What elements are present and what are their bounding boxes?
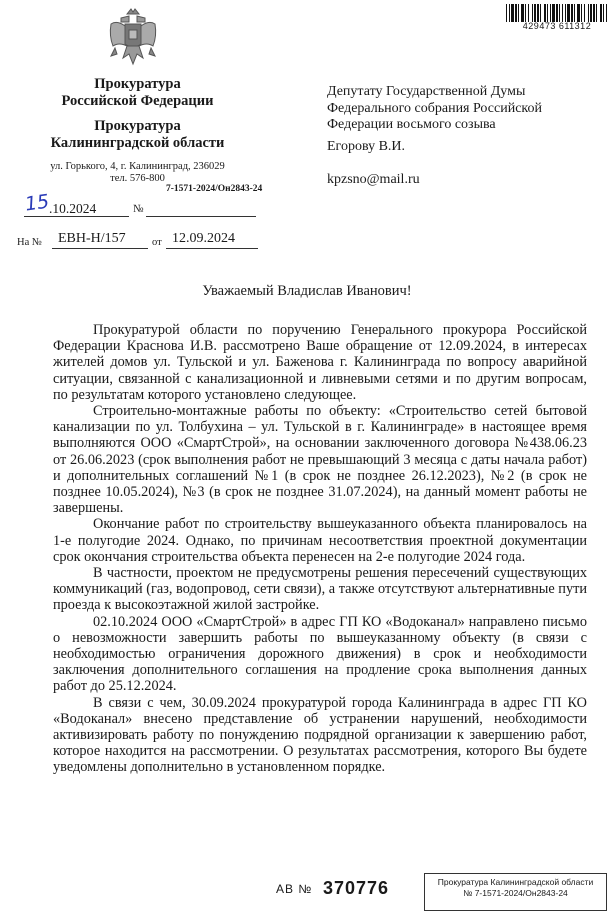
paragraph: Строительно-монтажные работы по объекту: «Строительство сетей бытовой канализации по ул. Толбухина – ул. Тульской в г. Калининграде» в настоящее время выполняются ООО «СмартСтрой», на основании заключенного договора №438.06.23 от 26.06.2023 (срок выполнения работ не превышающий 3 месяца с даты начала работ) и дополнительных соглашений №1 (в срок не позднее 26.12.2023), №2 (в срок не позднее 10.05.2024), №3 (в срок не позднее 31.07.2024), на данный момент работы не завершены.: [53, 403, 587, 517]
outgoing-date-rest: .10.2024: [49, 201, 97, 216]
in-reply-number: ЕВН-Н/157: [52, 230, 148, 249]
in-reply-date: 12.09.2024: [166, 230, 258, 249]
sender-org: [40, 76, 235, 110]
barcode: [506, 4, 608, 22]
stamp-line1: Прокуратура Калининградской области: [437, 877, 594, 887]
letter-body: [53, 322, 587, 776]
outgoing-reference: 7-1571-2024/Он2843-24: [166, 184, 263, 194]
paragraph: В частности, проектом не предусмотрены решения пересечений существующих коммуникаций (газ, водопровод, сети связи), а также отсутствуют альтернативные пути проезда к высокоэтажной жилой застройке.: [53, 565, 587, 614]
sender-org-line1: Прокуратура: [94, 76, 181, 92]
paragraph: 02.10.2024 ООО «СмартСтрой» в адрес ГП КО «Водоканал» направлено письмо о невозможности завершить работы по вышеуказанному объекту (в связи с необходимостью ограничения дорожного движения) в срок и необходимости заключения дополнительного соглашения на продление срока выполнения данных работ до 25.12.2024.: [53, 613, 587, 695]
recipient-email: kpzsno@mail.ru: [327, 172, 420, 187]
barcode-number: 429473 611312: [522, 21, 592, 31]
in-reply-label: На №: [17, 237, 42, 248]
paragraph: Окончание работ по строительству вышеуказанного объекта планировалось на 1-е полугодие 2024. Однако, по причинам несоответствия проектной документации срок окончания строительства объекта перенесен на 2-е полугодие 2024 года.: [53, 516, 587, 565]
salutation: Уважаемый Владислав Иванович!: [202, 283, 412, 299]
sender-suborg-line1: Прокуратура: [94, 118, 181, 134]
recipient-title: Депутату Государственной Думы Федерального собрания Российской Федерации восьмого созыва: [327, 84, 542, 132]
paragraph: В связи с чем, 30.09.2024 прокуратурой города Калининграда в адрес ГП КО «Водоканал» внесено представление об устранении нарушений, необходимости активизировать работу по понуждению подрядной организации к завершению работ, которое находится на рассмотрении. О результатах рассмотрения, которого Вы будете уведомлены дополнительно в установленном порядке.: [53, 694, 587, 776]
stamp-line2: № 7-1571-2024/Он2843-24: [463, 888, 568, 898]
in-reply-from-label: от: [152, 237, 162, 248]
serial-label: АВ №: [276, 882, 313, 896]
sender-address-block: [40, 161, 235, 185]
outgoing-number-label: №: [133, 203, 144, 215]
sender-suborg: [40, 118, 235, 152]
sender-phone: тел. 576-800: [110, 173, 165, 184]
paragraph: Прокуратурой области по поручению Генерального прокурора Российской Федерации Краснова И.В. рассмотрено Ваше обращение от 12.09.2024, в интересах жителей домов ул. Тульской и ул. Баженова г. Калининграда по вопросу аварийной ситуации, связанной с канализационной и ливневыми сетями и по другим вопросам, по результатам которого установлено следующее.: [53, 322, 587, 403]
recipient-name: Егорову В.И.: [327, 139, 406, 154]
sender-org-line2: Российской Федерации: [61, 93, 214, 109]
registration-stamp: [424, 873, 607, 911]
sender-address: ул. Горького, 4, г. Калининград, 236029: [50, 161, 225, 172]
outgoing-number-line: [146, 216, 256, 217]
sender-suborg-line2: Калининградской области: [50, 135, 225, 151]
serial-number: 370776: [323, 878, 390, 898]
coat-of-arms-icon: [107, 6, 159, 68]
handwritten-day: 15: [23, 190, 51, 216]
